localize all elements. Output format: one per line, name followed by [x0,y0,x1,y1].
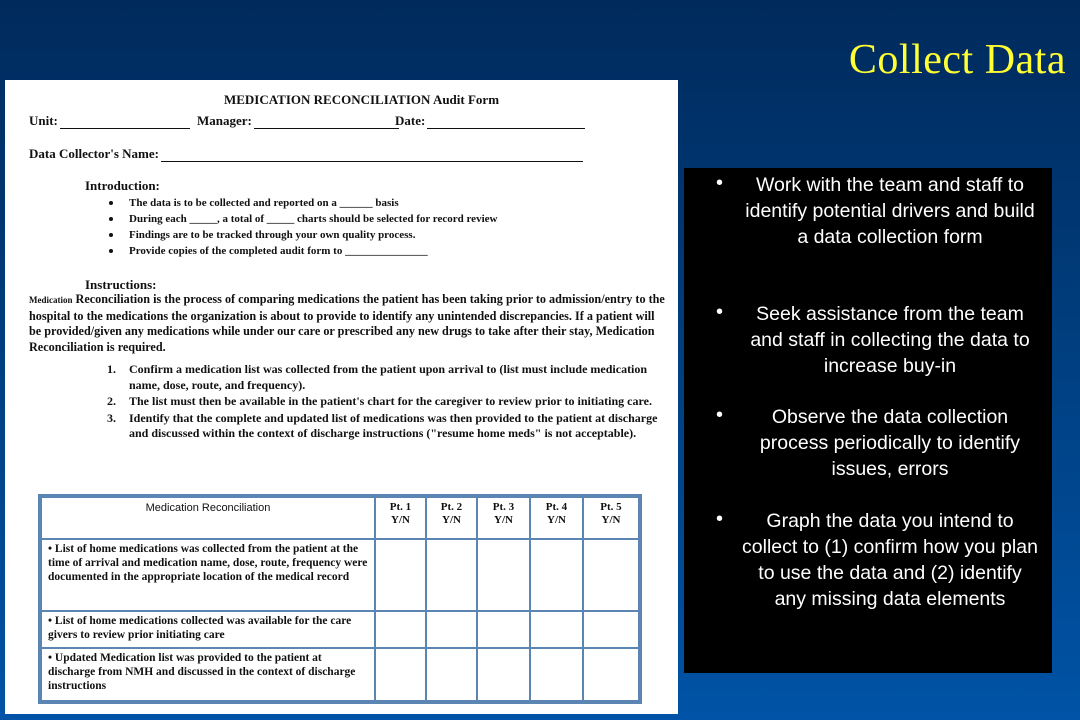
table-cell [477,648,530,701]
column-header: Pt. 4 Y/N [530,497,583,539]
column-header: Pt. 5 Y/N [583,497,639,539]
introduction-heading: Introduction: [85,178,160,193]
table-cell [530,611,583,648]
table-cell [426,648,477,701]
table-cell [375,648,426,701]
bullet-icon: • [716,404,724,426]
table-row [41,648,639,701]
list-item: 2. The list must then be available in the patient's chart for the caregiver to review prior to initiating care. [107,394,652,408]
list-item: • Observe the data collection process periodically to identify issues, errors [716,404,1021,480]
manager-field: Manager: [197,113,399,129]
instructions-steps [107,362,667,443]
bullet-icon: • [716,301,724,323]
table-cell: • List of home medications collected was available for the care givers to review prior initiating care [41,611,375,648]
table-cell: • List of home medications was collected from the patient at the time of arrival and medication name, dose, route, frequency were documented in the appropriate location of the medical record [41,539,375,611]
table-cell [477,611,530,648]
table-cell [583,648,639,701]
audit-form-image [5,80,678,714]
list-item: • Work with the team and staff to identify potential drivers and build a data collection form [716,172,1035,248]
table-cell [426,611,477,648]
table-cell: • Updated Medication list was provided to the patient at discharge from NMH and discussed in the context of discharge instructions [41,648,375,701]
table-cell [530,539,583,611]
list-item: • Seek assistance from the team and staff in collecting the data to increase buy-in [716,301,1030,377]
audit-table [40,496,640,702]
content-box [684,168,1052,673]
bullet-icon: • [716,508,724,530]
form-title: MEDICATION RECONCILIATION Audit Form [223,92,500,107]
date-field: Date: [395,113,585,129]
table-cell [530,648,583,701]
list-item: Findings are to be tracked through your own quality process. [105,227,497,243]
table-cell [583,611,639,648]
table-cell [583,539,639,611]
column-header: Pt. 3 Y/N [477,497,530,539]
list-item: • Graph the data you intend to collect to (1) confirm how you plan to use the data and (2) identify any missing data elements [716,508,1038,610]
bullet-icon: • [716,172,724,194]
list-item: 1. Confirm a medication list was collected from the patient upon arrival to (list must include medication name, dose, route, and frequency). [107,362,648,392]
table-cell [375,611,426,648]
instructions-heading: Instructions: [85,277,157,292]
table-row [41,539,639,611]
list-item: Provide copies of the completed audit form to _______________ [105,243,497,259]
unit-field: Unit: [29,113,190,129]
table-cell [426,539,477,611]
table-cell [375,539,426,611]
column-header: Pt. 1 Y/N [375,497,426,539]
instructions-paragraph: Medication Reconciliation is the process of comparing medications the patient has been taking prior to admission/entry to the hospital to the medications the organization is about to provide to identify any unintended discrepancies. If a patient will be provided/given any medications while under our care or prescribed any new drugs to take after their stay, Medication Reconciliation is required. [29,292,665,354]
data-collector-field: Data Collector's Name: [29,146,583,162]
table-row [41,611,639,648]
table-header: Medication Reconciliation [41,497,375,539]
table-header-row [41,497,639,539]
list-item: During each _____, a total of _____ charts should be selected for record review [105,211,497,227]
table-cell [477,539,530,611]
list-item: 3. Identify that the complete and updated list of medications was then provided to the patient at discharge and discussed within the context of discharge instructions ("resume home meds" is not acceptable). [107,410,658,440]
column-header: Pt. 2 Y/N [426,497,477,539]
introduction-list [105,195,497,259]
list-item: The data is to be collected and reported on a ______ basis [105,195,497,211]
slide-title: Collect Data [848,37,1066,83]
